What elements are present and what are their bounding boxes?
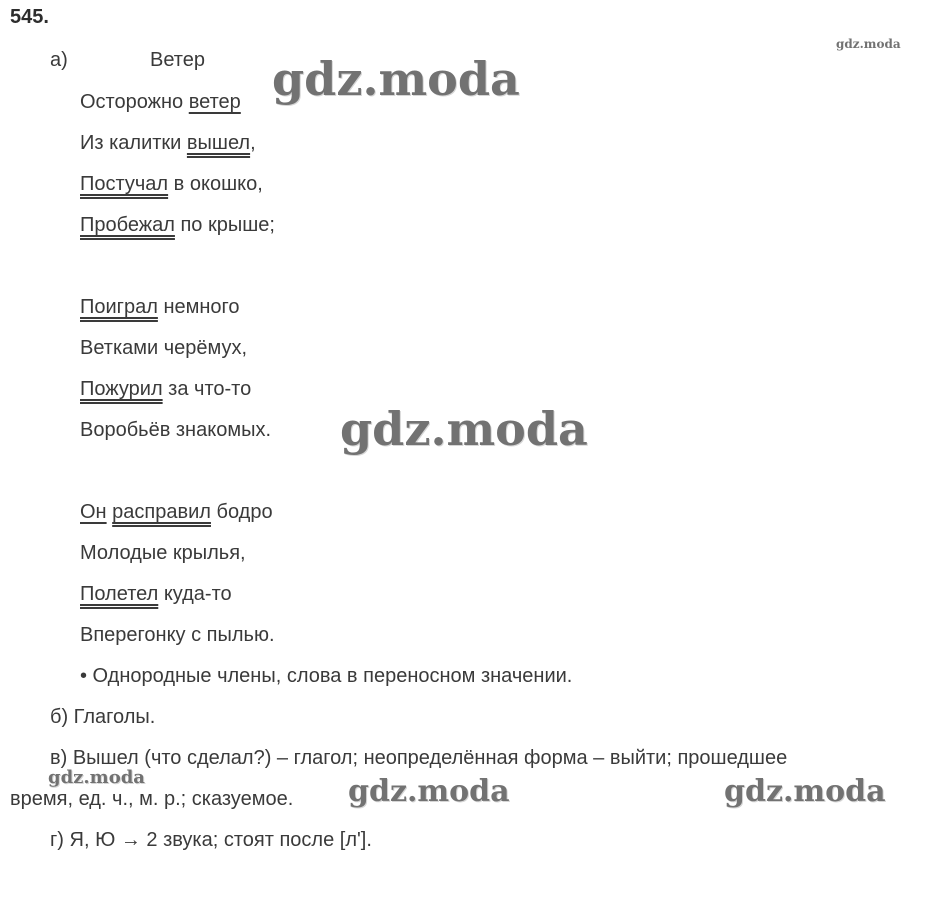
part-b: б) Глаголы. — [50, 706, 156, 728]
poem-line — [80, 582, 232, 606]
watermark-logo: gdz.moda — [348, 774, 510, 809]
predicate-word: Поиграл — [80, 296, 158, 318]
note-text: • Однородные члены, слова в переносном значении. — [80, 665, 573, 687]
line-text: бодро — [210, 501, 273, 523]
predicate-word: Постучал — [80, 173, 169, 195]
poem-line — [80, 131, 256, 155]
subject-word: Он — [80, 501, 107, 523]
watermark-logo: gdz.moda — [272, 52, 520, 106]
poem-line — [80, 213, 275, 237]
part-v-line2: время, ед. ч., м. р.; сказуемое. — [10, 788, 294, 810]
watermark-logo: gdz.moda — [724, 774, 886, 809]
poem-line: Ветками черёмух, — [80, 337, 248, 359]
part-a-label: а) — [50, 49, 68, 71]
line-text: по крыше; — [174, 214, 275, 236]
poem-line — [80, 90, 241, 114]
line-text: куда-то — [158, 583, 232, 605]
line-text: за что-то — [162, 378, 252, 400]
part-g: г) Я, Ю → 2 звука; стоят после [л']. — [50, 829, 372, 851]
poem-line — [80, 500, 273, 524]
poem-title: Ветер — [150, 49, 205, 71]
subject-word: ветер — [188, 91, 241, 113]
poem-line: Воробьёв знакомых. — [80, 419, 272, 441]
line-text: Осторожно — [80, 91, 189, 113]
part-v-line1: в) Вышел (что сделал?) – глагол; неопределённая форма – выйти; прошедшее — [50, 747, 788, 769]
line-text: немного — [157, 296, 240, 318]
exercise-number: 545. — [10, 6, 49, 28]
poem-line: Вперегонку с пылью. — [80, 624, 275, 646]
watermark-logo: gdz.moda — [48, 767, 145, 788]
line-text: в окошко, — [168, 173, 263, 195]
line-text: Из калитки — [80, 132, 187, 154]
predicate-word: вышел — [186, 132, 251, 154]
predicate-word: расправил — [112, 501, 211, 523]
poem-line: Молодые крылья, — [80, 542, 246, 564]
poem-line — [80, 172, 263, 196]
predicate-word: Пожурил — [80, 378, 163, 400]
predicate-word: Пробежал — [80, 214, 175, 236]
line-text: , — [250, 132, 256, 154]
poem-line — [80, 295, 240, 319]
predicate-word: Полетел — [80, 583, 159, 605]
watermark-logo: gdz.moda — [836, 37, 901, 51]
poem-line — [80, 377, 251, 401]
watermark-logo: gdz.moda — [340, 402, 588, 456]
